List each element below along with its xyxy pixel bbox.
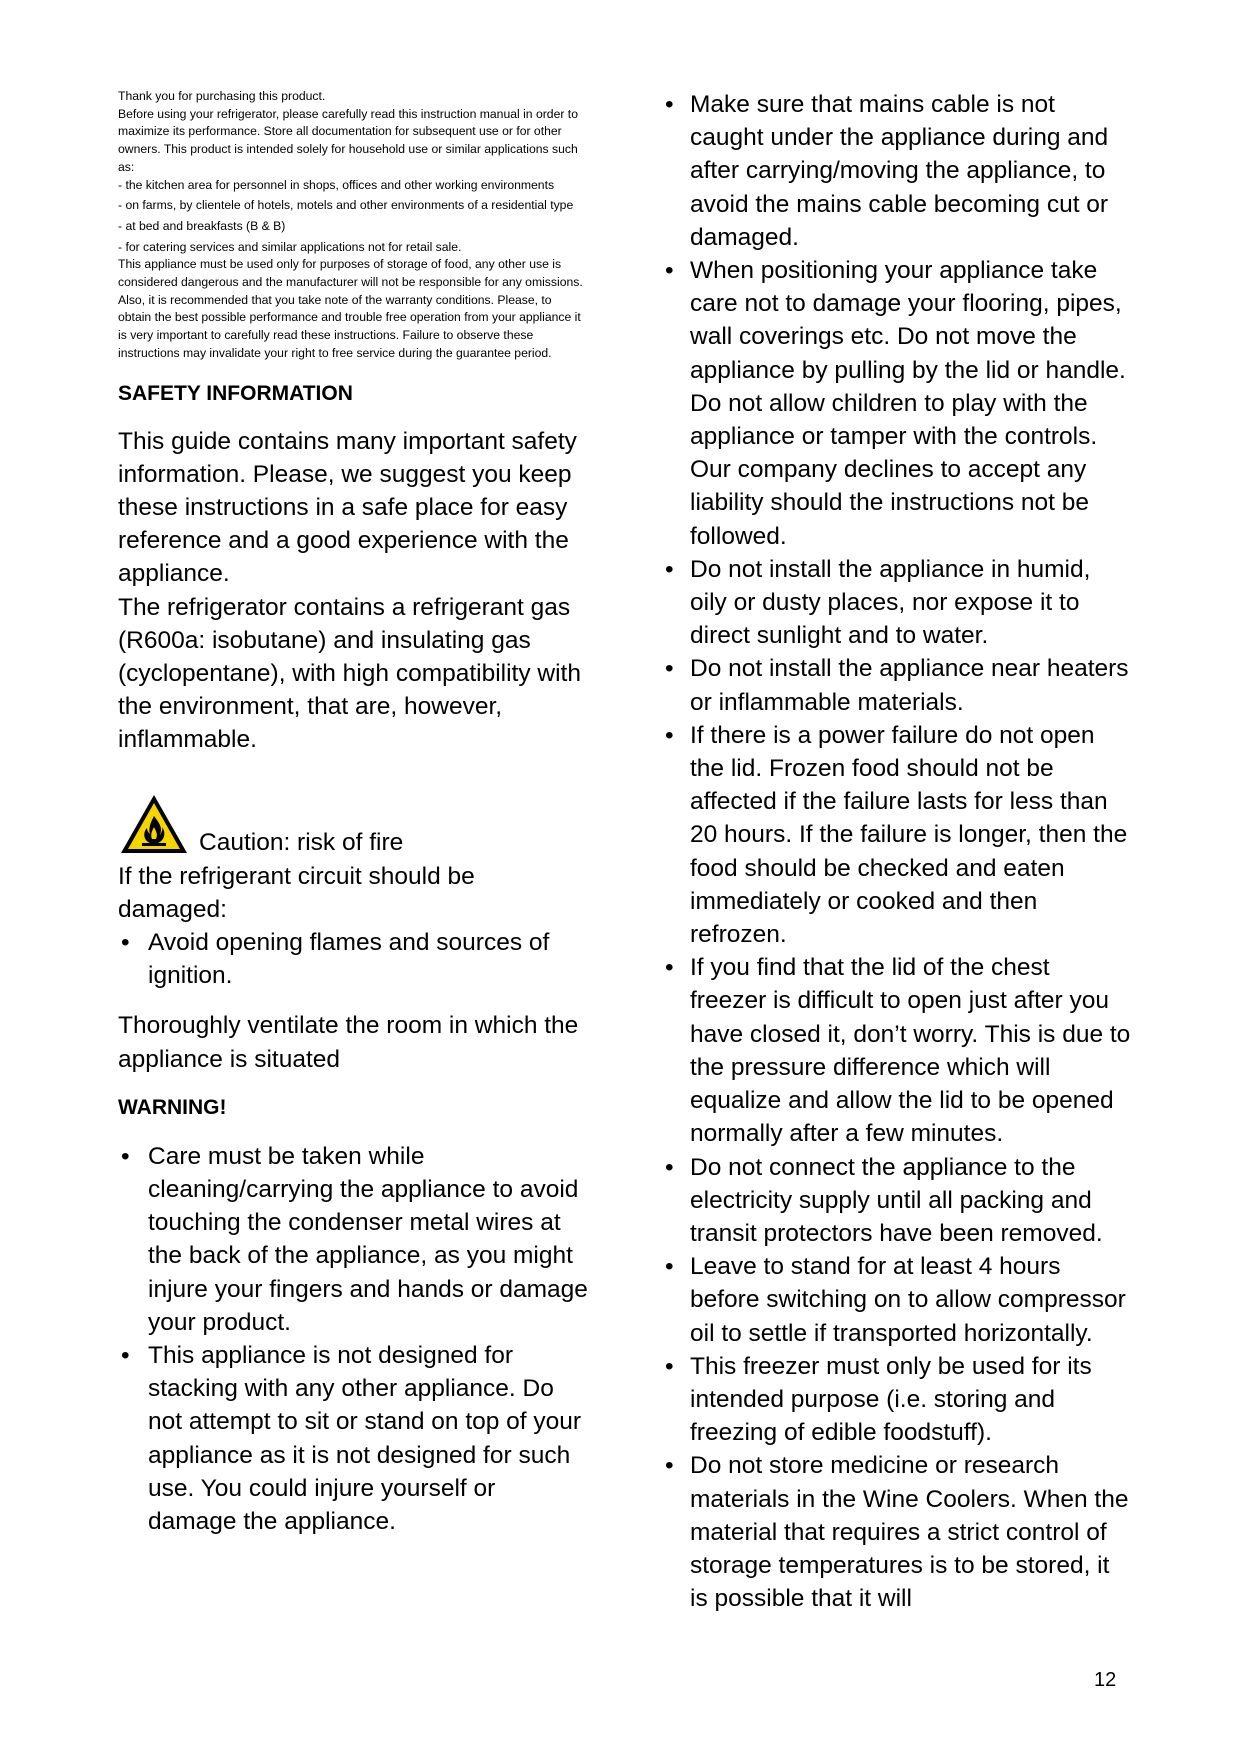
caution-row — [118, 792, 588, 860]
bullet-icon: • — [665, 954, 674, 982]
bullet-icon: • — [665, 1253, 674, 1281]
list-item-text: Leave to stand for at least 4 hours before switching on to allow compressor oil to settle if transported horizontally. — [690, 1253, 1126, 1347]
list-item-text: If there is a power failure do not open the lid. Frozen food should not be affected if the failure lasts for less than 20 hours. If the failure is longer, then the food should be checked and eaten immediately or cooked and then refrozen. — [690, 721, 1128, 949]
fire-hazard-warning-icon — [118, 792, 190, 856]
intro-line: This appliance must be used only for purposes of storage of food, any other use is considered dangerous and the manufacturer will not be responsible for any omissions. Also, it is recommended that you take note of the warranty conditions. Please, to obtain the best possible performance and trouble free operation from your appliance it is very important to carefully read these instructions. Failure to observe these instructions may invalidate your right to free service during the guarantee period. — [118, 257, 583, 360]
bullet-icon: • — [665, 1452, 674, 1480]
list-item — [662, 1250, 1132, 1350]
bullet-icon: • — [665, 721, 674, 749]
bullet-icon: • — [665, 1153, 674, 1181]
list-item-text: Do not store medicine or research materials in the Wine Coolers. When the material that requires a strict control of storage temperatures is to be stored, it is possible that it will — [690, 1452, 1129, 1613]
caution-bullet-list — [118, 926, 588, 992]
safety-heading: SAFETY INFORMATION — [118, 381, 353, 405]
safety-paragraphs — [118, 425, 588, 757]
caution-condition: If the refrigerant circuit should be damaged: — [118, 862, 475, 923]
page-number: 12 — [1094, 1669, 1117, 1691]
list-item-text: If you find that the lid of the chest freezer is difficult to open just after you have closed it, don’t worry. This is due to the pressure difference which will equalize and allow the lid to be opened normally after a few minutes. — [690, 954, 1131, 1148]
left-column — [118, 88, 588, 1538]
caution-text: Caution: risk of fire — [199, 828, 404, 856]
intro-line: - on farms, by clientele of hotels, motels and other environments of a residential type — [118, 198, 574, 213]
safety-paragraph: This guide contains many important safety information. Please, we suggest you keep these instructions in a safe place for easy reference and a good experience with the appliance. — [118, 427, 577, 588]
bullet-icon: • — [665, 655, 674, 683]
bullet-icon: • — [665, 91, 674, 118]
intro-text — [118, 88, 588, 363]
bullet-icon: • — [665, 1352, 674, 1380]
list-item — [662, 1151, 1132, 1251]
warning-bullet-list — [118, 1140, 588, 1538]
list-item-text: Do not install the appliance in humid, oily or dusty places, nor expose it to direct sunlight and to water. — [690, 555, 1091, 650]
list-item-text: Do not connect the appliance to the electricity supply until all packing and transit protectors have been removed. — [690, 1153, 1103, 1247]
bullet-icon: • — [665, 257, 674, 285]
safety-paragraph: The refrigerator contains a refrigerant gas (R600a: isobutane) and insulating gas (cyclopentane), with high compatibility with the environment, that are, however, inflammable. — [118, 593, 581, 754]
right-column — [662, 88, 1132, 1615]
ventilate-paragraph: Thoroughly ventilate the room in which the appliance is situated — [118, 1012, 579, 1073]
list-item — [662, 951, 1132, 1150]
bullet-icon: • — [121, 928, 130, 956]
list-item-text: Care must be taken while cleaning/carrying the appliance to avoid touching the condenser metal wires at the back of the appliance, as you might injure your fingers and hands or damage your product. — [148, 1142, 588, 1336]
list-item — [662, 719, 1132, 951]
list-item-text: This appliance is not designed for stacking with any other appliance. Do not attempt to sit or stand on top of your appliance as it is not designed for such use. You could injure yourself or damage the appliance. — [148, 1342, 582, 1536]
list-item-text: Do not install the appliance near heaters or inflammable materials. — [690, 655, 1129, 716]
list-item-text: When positioning your appliance take care not to damage your flooring, pipes, wall coverings etc. Do not move the appliance by pulling by the lid or handle. Do not allow children to play with the appliance or tamper with the controls. Our company declines to accept any liability should the instructions not be followed. — [690, 257, 1126, 550]
list-item-text: Make sure that mains cable is not caught under the appliance during and after carrying/moving the appliance, to avoid the mains cable becoming cut or damaged. — [690, 91, 1109, 251]
intro-line: - the kitchen area for personnel in shops, offices and other working environments — [118, 177, 555, 192]
list-item-text: This freezer must only be used for its intended purpose (i.e. storing and freezing of edible foodstuff). — [690, 1352, 1092, 1447]
list-item — [118, 1140, 588, 1339]
list-item — [118, 1339, 588, 1538]
warning-heading: WARNING! — [118, 1095, 227, 1119]
list-item — [662, 254, 1132, 553]
list-item-text: Avoid opening flames and sources of ignition. — [148, 928, 550, 990]
list-item — [662, 1350, 1132, 1450]
bullet-icon: • — [121, 1342, 130, 1370]
intro-line: - at bed and breakfasts (B & B) — [118, 218, 286, 233]
list-item — [662, 553, 1132, 653]
intro-line: Thank you for purchasing this product. — [118, 89, 326, 103]
right-bullet-list — [662, 88, 1132, 1615]
list-item — [662, 88, 1132, 254]
intro-line: Before using your refrigerator, please carefully read this instruction manual in order to maximize its performance. Store all documentation for subsequent use or for other owners. This product is intended solely for household use or similar applications such as: — [118, 106, 578, 174]
intro-line: - for catering services and similar applications not for retail sale. — [118, 239, 462, 254]
list-item — [662, 1449, 1132, 1615]
list-item — [662, 652, 1132, 718]
list-item — [118, 926, 588, 992]
bullet-icon: • — [121, 1142, 130, 1170]
bullet-icon: • — [665, 555, 674, 583]
